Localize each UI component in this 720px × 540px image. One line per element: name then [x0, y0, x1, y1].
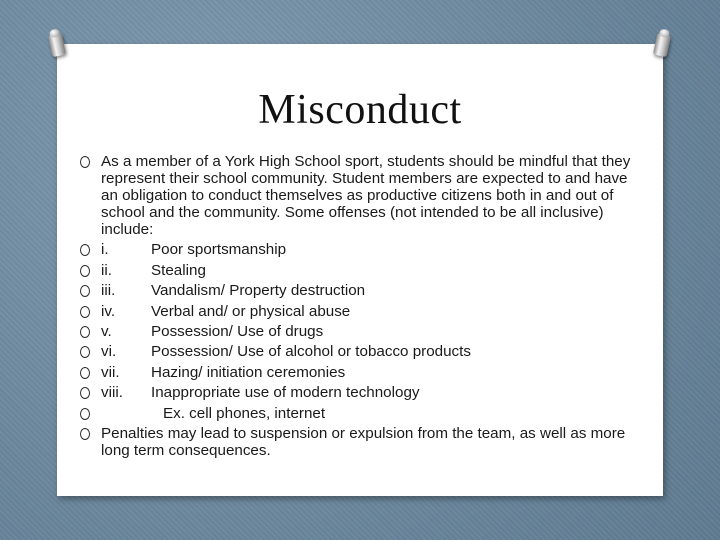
slide-title: Misconduct	[258, 87, 462, 133]
bullet-circle-icon	[80, 306, 90, 318]
offense-number: i.	[101, 241, 109, 259]
bullet-circle-icon	[80, 408, 90, 420]
offense-text: Verbal and/ or physical abuse	[151, 302, 351, 320]
list-item	[80, 153, 640, 238]
list-item	[80, 405, 640, 422]
list-item	[80, 303, 640, 320]
bullet-circle-icon	[80, 265, 90, 277]
bullet-circle-icon	[80, 387, 90, 399]
offense-text: Possession/ Use of drugs	[151, 322, 324, 340]
list-item	[80, 323, 640, 340]
offense-number: iv.	[101, 302, 116, 320]
offense-number: vi.	[101, 343, 117, 361]
bullet-circle-icon	[80, 326, 90, 338]
bullet-circle-icon	[80, 428, 90, 440]
list-item	[80, 241, 640, 258]
offense-text: Vandalism/ Property destruction	[151, 282, 366, 300]
list-item	[80, 384, 640, 401]
bullet-circle-icon	[80, 244, 90, 256]
offense-number: ii.	[101, 261, 112, 279]
offense-text: Possession/ Use of alcohol or tobacco products	[151, 343, 471, 361]
bullet-circle-icon	[80, 285, 90, 297]
list-item	[80, 343, 640, 360]
offense-number: v.	[101, 322, 112, 340]
example-text: Ex. cell phones, internet	[163, 404, 326, 422]
offense-text: Hazing/ initiation ceremonies	[151, 363, 346, 381]
list-item	[80, 425, 640, 459]
penalties-text: Penalties may lead to suspension or expulsion from the team, as well as more long term consequences.	[101, 424, 626, 459]
offense-number: iii.	[101, 282, 116, 300]
offense-text: Stealing	[151, 261, 206, 279]
offense-text: Poor sportsmanship	[151, 241, 287, 259]
bullet-circle-icon	[80, 346, 90, 358]
pushpin-icon	[653, 33, 671, 57]
offense-number: viii.	[101, 384, 123, 402]
offense-text: Inappropriate use of modern technology	[151, 384, 420, 402]
list-item	[80, 364, 640, 381]
bullet-list	[80, 153, 640, 462]
bullet-circle-icon	[80, 156, 90, 168]
pushpin-icon	[48, 33, 66, 57]
intro-text: As a member of a York High School sport, students should be mindful that they represent their school community. Student members are expected to and have an obligation to conduct themselves as productive citizens both in and out of school and the community. Some offenses (not intended to be all inclusive) include:	[101, 153, 631, 238]
bullet-circle-icon	[80, 367, 90, 379]
offense-number: vii.	[101, 363, 120, 381]
list-item	[80, 262, 640, 279]
list-item	[80, 282, 640, 299]
